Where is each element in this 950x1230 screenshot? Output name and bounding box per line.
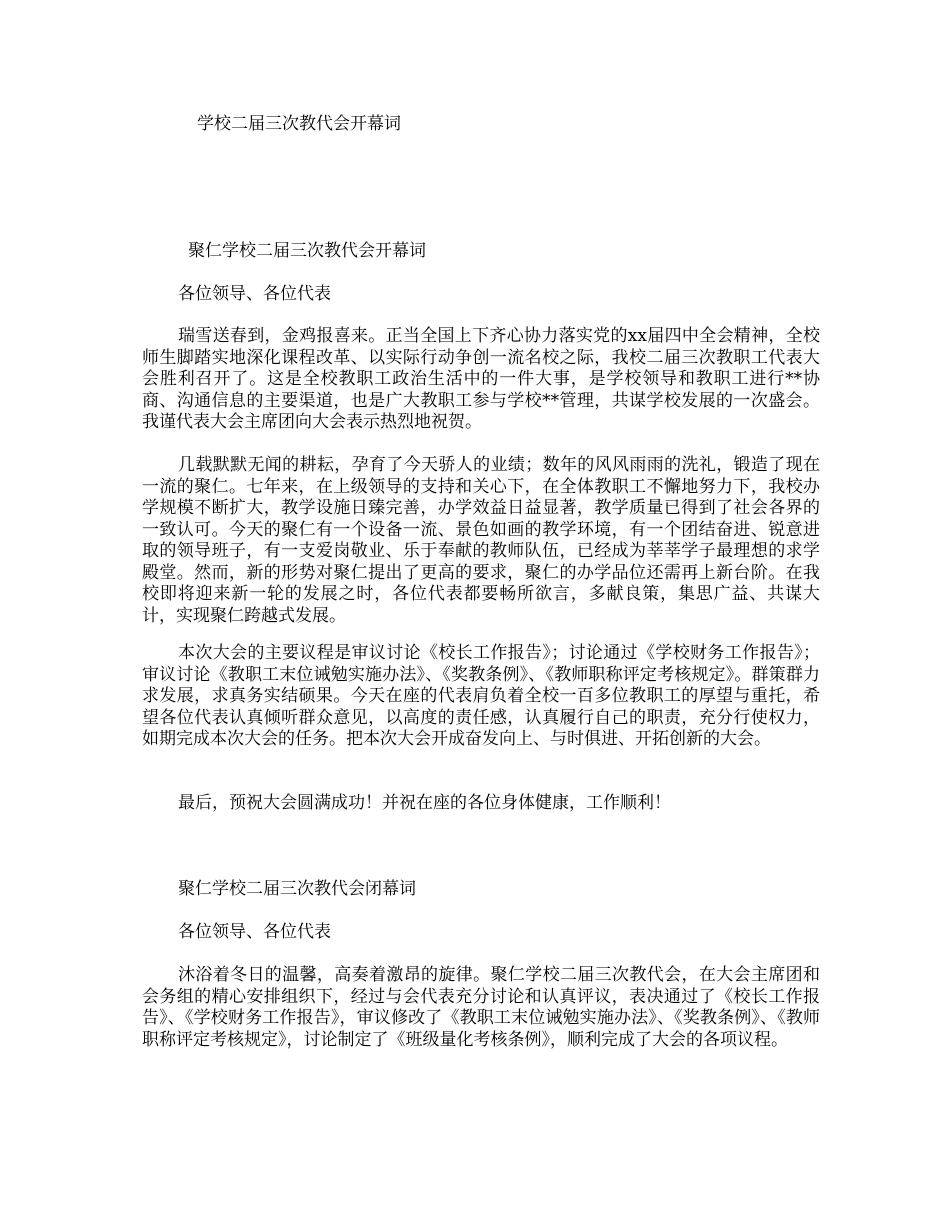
document-title: 学校二届三次教代会开幕词: [197, 114, 401, 134]
opening-heading-text: 聚仁学校二届三次教代会开幕词: [188, 241, 426, 261]
closing-heading-text: 聚仁学校二届三次教代会闭幕词: [178, 879, 416, 899]
closing-salutation: [142, 922, 820, 944]
paragraph-text: 沐浴着冬日的温馨，高奏着激昂的旋律。聚仁学校二届三次教代会，在大会主席团和会务组的精心安排组织下，经过与会代表充分讨论和认真评议，表决通过了《校长工作报告》、《学校财务工作报告》，审议修改了《教职工末位诫勉实施办法》、《奖教条例》、《教师职称评定考核规定》，讨论制定了《班级量化考核条例》，顺利完成了大会的各项议程。: [142, 965, 820, 1050]
opening-salutation-text: 各位领导、各位代表: [178, 284, 331, 304]
closing-line-text: 最后，预祝大会圆满成功！并祝在座的各位身体健康，工作顺利！: [178, 793, 671, 813]
paragraph-text: 瑞雪送春到，金鸡报喜来。正当全国上下齐心协力落实党的xx届四中全会精神，全校师生脚踏实地深化课程改革、以实际行动争创一流名校之际，我校二届三次教职工代表大会胜利召开了。这是全校教职工政治生活中的一件大事，是学校领导和教职工进行**协商、沟通信息的主要渠道，也是广大教职工参与学校**管理，共谋学校发展的一次盛会。我谨代表大会主席团向大会表示热烈地祝贺。: [142, 326, 820, 432]
paragraph-text: 几载默默无闻的耕耘，孕育了今天骄人的业绩；数年的风风雨雨的洗礼，锻造了现在一流的聚仁。七年来，在上级领导的支持和关心下，在全体教职工不懈地努力下，我校办学规模不断扩大，教学设施日臻完善，办学效益日益显著，教学质量已得到了社会各界的一致认可。今天的聚仁有一个设备一流、景色如画的教学环境，有一个团结奋进、锐意进取的领导班子，有一支爱岗敬业、乐于奉献的教师队伍，已经成为莘莘学子最理想的求学殿堂。然而，新的形势对聚仁提出了更高的要求，聚仁的办学品位还需再上新台阶。在我校即将迎来新一轮的发展之时，各位代表都要畅所欲言，多献良策，集思广益、共谋大计，实现聚仁跨越式发展。: [142, 455, 820, 626]
closing-heading: [142, 879, 820, 901]
opening-paragraph-2: [142, 455, 820, 627]
opening-closing-line: [142, 793, 820, 815]
opening-paragraph-3: [142, 643, 820, 751]
closing-salutation-text: 各位领导、各位代表: [178, 922, 331, 942]
opening-paragraph-1: [142, 326, 820, 434]
opening-salutation: [142, 284, 820, 306]
opening-heading: [142, 241, 820, 263]
closing-paragraph-1: [142, 965, 820, 1051]
paragraph-text: 本次大会的主要议程是审议讨论《校长工作报告》；讨论通过《学校财务工作报告》；审议讨论《教职工末位诫勉实施办法》、《奖教条例》、《教师职称评定考核规定》。群策群力求发展，求真务实结硕果。今天在座的代表肩负着全校一百多位教职工的厚望与重托，希望各位代表认真倾听群众意见，以高度的责任感，认真履行自己的职责，充分行使权力，如期完成本次大会的任务。把本次大会开成奋发向上、与时俱进、开拓创新的大会。: [142, 643, 820, 749]
